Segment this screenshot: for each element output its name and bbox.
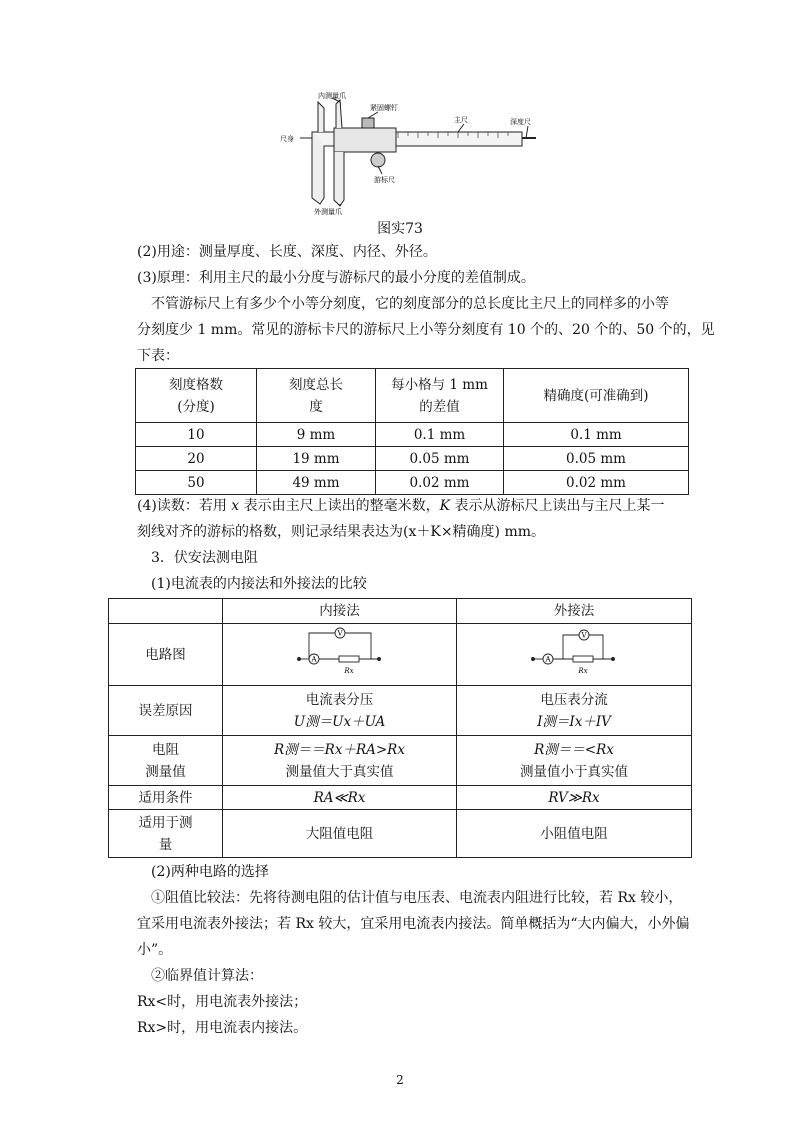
resistor-label: Rx — [578, 667, 588, 675]
row-label-apply: 适用于测 量 — [109, 810, 223, 858]
error-outer-cell: 电压表分流 I测＝Ix＋IV — [457, 686, 692, 736]
label-inner-jaw: 内测量爪 — [318, 92, 346, 100]
paragraph-line: 分刻度少 1 mm。常见的游标卡尺的游标尺上小等分刻度有 10 个的、20 个的、50 个的，见 — [137, 322, 715, 338]
cell: 10 — [136, 423, 257, 447]
table-row — [109, 736, 692, 786]
row-label-error: 误差原因 — [109, 686, 223, 736]
row-label-condition: 适用条件 — [109, 786, 223, 810]
cell: 0.05 mm — [504, 447, 689, 471]
circuit-inner-cell — [223, 624, 457, 686]
cell: 50 — [136, 471, 257, 495]
label-lock-screw: 紧固螺钉 — [370, 104, 398, 112]
cell: 19 mm — [257, 447, 376, 471]
header-precision: 精确度(可准确到) — [504, 369, 689, 423]
cell: 49 mm — [257, 471, 376, 495]
table-row — [109, 810, 692, 858]
cell — [109, 599, 223, 624]
paragraph-line: 不管游标尺上有多少个小等分刻度，它的刻度部分的总长度比主尺上的同样多的小等 — [151, 296, 669, 312]
voltmeter-symbol: V — [336, 629, 343, 638]
figure-caption: 图实73 — [377, 221, 423, 237]
cell: 0.02 mm — [504, 471, 689, 495]
table-row — [136, 423, 689, 447]
section-heading: 3．伏安法测电阻 — [151, 550, 258, 566]
label-main-scale: 主尺 — [454, 116, 468, 124]
circuit-inner-diagram — [295, 625, 385, 677]
circuit-outer-diagram — [529, 625, 619, 677]
paragraph-line: 宜采用电流表外接法；若 Rx 较大，宜采用电流表内接法。简单概括为“大内偏大，小外偏 — [137, 916, 690, 932]
subsection-heading: (1)电流表的内接法和外接法的比较 — [151, 576, 367, 592]
header-difference: 每小格与 1 mm 的差值 — [376, 369, 504, 423]
paragraph-line: 下表： — [137, 348, 179, 364]
header-total-length: 刻度总长 度 — [257, 369, 376, 423]
method2-line: ②临界值计算法： — [151, 968, 263, 984]
usage-paragraph: (2)用途：测量厚度、长度、深度、内径、外径。 — [137, 244, 437, 260]
label-depth-rod: 深度尺 — [510, 118, 531, 126]
error-inner-cell: 电流表分压 U测＝Ux＋UA — [223, 686, 457, 736]
subsection-heading: (2)两种电路的选择 — [151, 864, 269, 880]
ammeter-symbol: A — [545, 655, 551, 664]
table-row — [136, 471, 689, 495]
cell: 9 mm — [257, 423, 376, 447]
method1-line: ①阻值比较法：先将待测电阻的估计值与电压表、电流表内阻进行比较，若 Rx 较小， — [151, 890, 683, 906]
voltammetry-table — [108, 598, 692, 858]
table-header-row — [109, 599, 692, 624]
voltmeter-symbol: V — [581, 631, 587, 640]
apply-inner-cell: 大阻值电阻 — [223, 810, 457, 858]
label-vernier: 游标尺 — [374, 176, 395, 184]
cell: 0.1 mm — [504, 423, 689, 447]
resistor-label: Rx — [343, 667, 354, 675]
condition-inner-cell: RA≪Rx — [223, 786, 457, 810]
label-outer-jaw: 外测量爪 — [314, 208, 342, 216]
condition-line: Rx<时，用电流表外接法； — [137, 994, 308, 1010]
label-ruler-body: 尺身 — [280, 135, 294, 143]
condition-outer-cell: RV≫Rx — [457, 786, 692, 810]
cell: 20 — [136, 447, 257, 471]
table-row — [136, 447, 689, 471]
page-number: 2 — [396, 1073, 404, 1087]
table-header-row — [136, 369, 689, 423]
paragraph-line: 小”。 — [137, 942, 173, 958]
row-label-circuit: 电路图 — [109, 624, 223, 686]
cell: 0.1 mm — [376, 423, 504, 447]
header-inner: 内接法 — [223, 599, 457, 624]
vernier-table — [135, 368, 689, 495]
cell: 0.02 mm — [376, 471, 504, 495]
measured-outer-cell: R测＝＝<Rx 测量值小于真实值 — [457, 736, 692, 786]
measured-inner-cell: R测＝＝Rx＋RA>Rx 测量值大于真实值 — [223, 736, 457, 786]
cell: 0.05 mm — [376, 447, 504, 471]
header-divisions: 刻度格数 (分度) — [136, 369, 257, 423]
table-row — [109, 686, 692, 736]
condition-line: Rx>时，用电流表内接法。 — [137, 1020, 308, 1036]
principle-paragraph: (3)原理：利用主尺的最小分度与游标尺的最小分度的差值制成。 — [137, 270, 535, 286]
circuit-outer-cell — [457, 624, 692, 686]
row-label-measured: 电阻 测量值 — [109, 736, 223, 786]
table-row — [109, 786, 692, 810]
ammeter-symbol: A — [310, 655, 317, 664]
table-row — [109, 624, 692, 686]
paragraph-line: 刻线对齐的游标的格数，则记录结果表达为(x＋K×精确度) mm。 — [137, 524, 546, 540]
header-outer: 外接法 — [457, 599, 692, 624]
apply-outer-cell: 小阻值电阻 — [457, 810, 692, 858]
vernier-caliper-figure — [278, 88, 540, 216]
reading-paragraph: (4)读数：若用 x 表示由主尺上读出的整毫米数，K 表示从游标尺上读出与主尺上某一 — [137, 498, 665, 514]
